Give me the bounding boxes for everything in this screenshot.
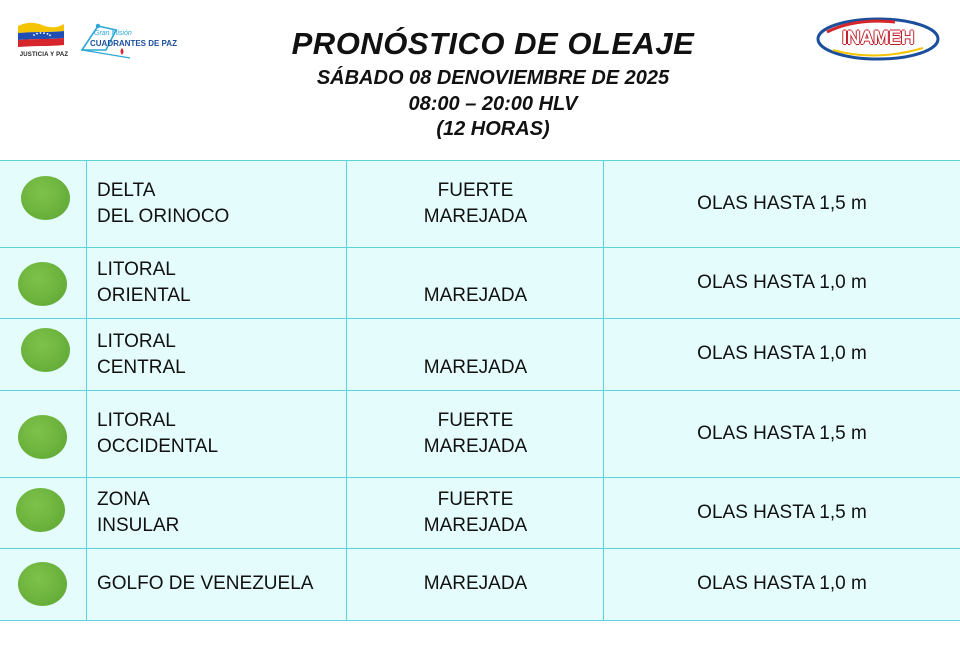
- sea-state-line-1: FUERTE: [437, 410, 514, 431]
- zone-line-1: DELTA: [97, 180, 156, 201]
- zone-cell: [87, 248, 347, 318]
- wave-height-text: OLAS HASTA 1,0 m: [697, 573, 867, 594]
- sea-state-line-1: FUERTE: [437, 489, 514, 510]
- green-status-icon: [18, 262, 67, 306]
- wave-forecast-table: [0, 160, 960, 621]
- status-cell: [0, 161, 87, 247]
- sea-state-cell: [347, 248, 604, 318]
- forecast-time: 08:00 – 20:00 HLV: [408, 93, 578, 115]
- wave-height-text: OLAS HASTA 1,5 m: [697, 423, 867, 444]
- green-status-icon: [21, 176, 70, 220]
- zone-line-1: GOLFO DE VENEZUELA: [97, 573, 314, 594]
- sea-state-line-2: MAREJADA: [423, 206, 528, 227]
- forecast-duration: (12 HORAS): [436, 118, 550, 140]
- mission-big-text: CUADRANTES DE PAZ: [90, 39, 177, 48]
- sea-state-line-2: MAREJADA: [423, 436, 528, 457]
- zone-line-1: LITORAL: [97, 259, 176, 280]
- zone-line-2: CENTRAL: [97, 357, 186, 378]
- wave-height-cell: [604, 391, 960, 477]
- mission-small-text: Gran Misión: [94, 30, 132, 37]
- status-cell: [0, 549, 87, 620]
- green-status-icon: [21, 328, 70, 372]
- wave-height-cell: [604, 319, 960, 390]
- sea-state-line-2: MAREJADA: [423, 573, 528, 594]
- zone-cell: [87, 549, 347, 620]
- sea-state-cell: [347, 478, 604, 548]
- zone-line-1: LITORAL: [97, 331, 176, 352]
- table-row: [0, 478, 960, 549]
- logo-caption: JUSTICIA Y PAZ: [19, 52, 69, 58]
- sea-state-line-2: MAREJADA: [423, 515, 528, 536]
- zone-cell: [87, 319, 347, 390]
- wave-height-text: OLAS HASTA 1,0 m: [697, 343, 867, 364]
- zone-line-2: OCCIDENTAL: [97, 436, 219, 457]
- table-row: [0, 161, 960, 248]
- page-title: PRONÓSTICO DE OLEAJE: [291, 26, 695, 61]
- green-status-icon: [18, 415, 67, 459]
- zone-cell: [87, 391, 347, 477]
- wave-height-cell: [604, 549, 960, 620]
- sea-state-line-2: MAREJADA: [423, 285, 528, 306]
- sea-state-cell: [347, 391, 604, 477]
- table-row: [0, 248, 960, 319]
- zone-cell: [87, 478, 347, 548]
- report-header: [0, 0, 960, 160]
- zone-line-2: DEL ORINOCO: [97, 206, 230, 227]
- zone-line-1: ZONA: [97, 489, 150, 510]
- zone-cell: [87, 161, 347, 247]
- wave-height-text: OLAS HASTA 1,5 m: [697, 502, 867, 523]
- green-status-icon: [18, 562, 67, 606]
- inameh-logo: [815, 16, 941, 62]
- status-cell: [0, 478, 87, 548]
- wave-height-text: OLAS HASTA 1,5 m: [697, 193, 867, 214]
- sea-state-line-2: MAREJADA: [423, 357, 528, 378]
- inameh-logo-text: INAMEH: [842, 28, 914, 49]
- wave-height-cell: [604, 161, 960, 247]
- status-cell: [0, 391, 87, 477]
- status-cell: [0, 319, 87, 390]
- zone-line-2: INSULAR: [97, 515, 180, 536]
- zone-line-1: LITORAL: [97, 410, 176, 431]
- forecast-date: SÁBADO 08 DENOVIEMBRE DE 2025: [316, 67, 670, 89]
- status-cell: [0, 248, 87, 318]
- sea-state-line-1: FUERTE: [437, 180, 514, 201]
- wave-height-cell: [604, 248, 960, 318]
- green-status-icon: [16, 488, 65, 532]
- wave-height-text: OLAS HASTA 1,0 m: [697, 272, 867, 293]
- wave-height-cell: [604, 478, 960, 548]
- sea-state-cell: [347, 319, 604, 390]
- sea-state-cell: [347, 549, 604, 620]
- table-row: [0, 391, 960, 478]
- table-row: [0, 549, 960, 620]
- table-row: [0, 319, 960, 391]
- zone-line-2: ORIENTAL: [97, 285, 191, 306]
- sea-state-cell: [347, 161, 604, 247]
